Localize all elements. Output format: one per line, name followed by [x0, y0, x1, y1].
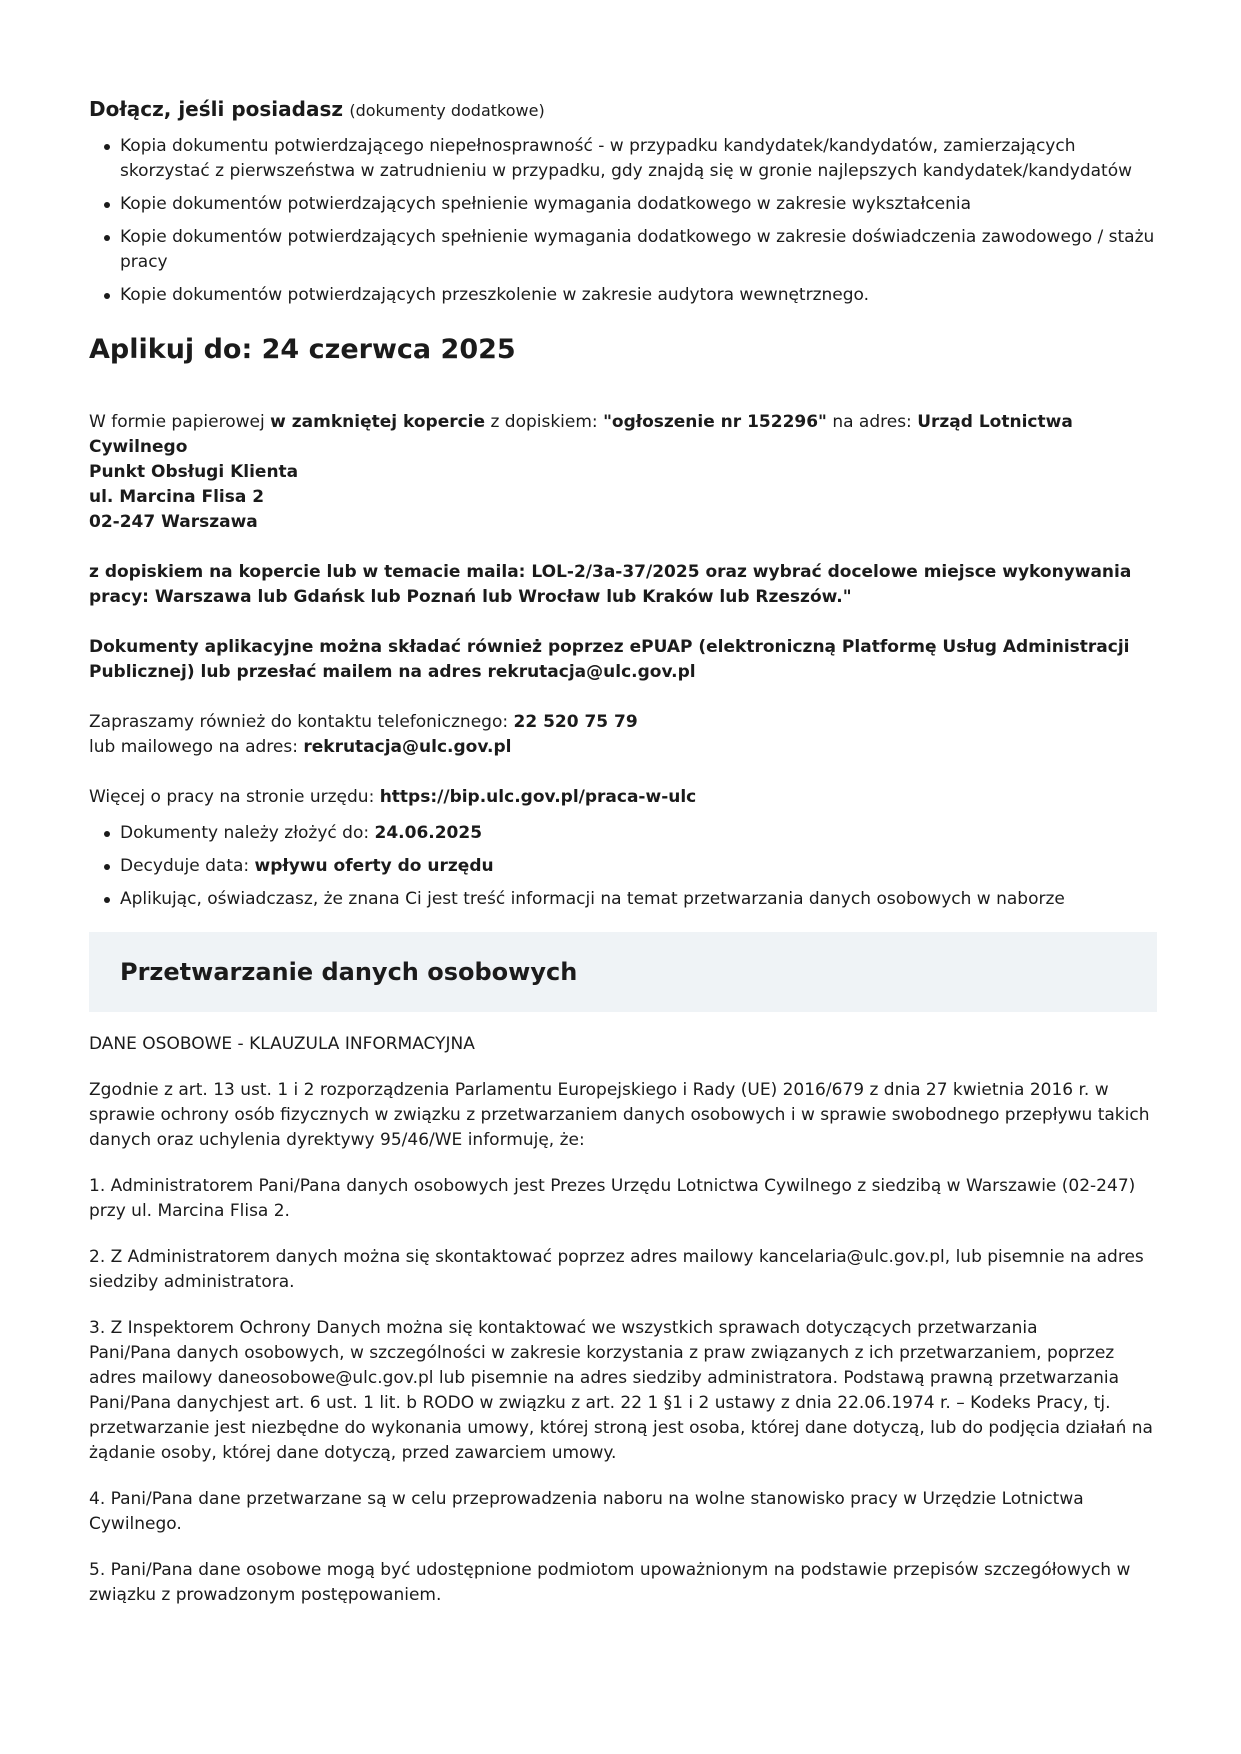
address-street: ul. Marcina Flisa 2: [89, 487, 265, 507]
gdpr-point-3-line: Pani/Pana danych osobowych, w szczególności w zakresie korzystania z praw związanych z ich przetwarzaniem, poprzez: [89, 1343, 1115, 1363]
apply-note-1: [89, 560, 1157, 610]
apply-note-2: [89, 635, 1157, 685]
gdpr-point-3-line: Pani/Pana danychjest art. 6 ust. 1 lit. b RODO w związku z art. 22 1 §1 i 2 ustawy z dnia 22.06.1974 r. – Kodeks Pracy, tj.: [89, 1393, 1111, 1413]
gdpr-point-5: 5. Pani/Pana dane osobowe mogą być udostępnione podmiotom upoważnionym na podstawie przepisów szczegółowych w związku z prowadzonym postępowaniem.: [89, 1560, 1131, 1605]
attach-heading: [89, 92, 1157, 128]
apply-line-a: W formie papierowej: [89, 412, 271, 432]
list-item: Kopie dokumentów potwierdzających spełnienie wymagania dodatkowego w zakresie wykształcenia: [89, 192, 1157, 217]
more-info-url: https://bip.ulc.gov.pl/praca-w-ulc: [379, 787, 697, 807]
contact-phone: 22 520 75 79: [513, 712, 638, 732]
deadline-date: 24.06.2025: [374, 823, 483, 843]
decides-label: Decyduje data:: [120, 856, 255, 876]
contact-email: rekrutacja@ulc.gov.pl: [303, 737, 512, 757]
contact-block: [89, 710, 1157, 760]
gdpr-point-1: 1. Administratorem Pani/Pana danych osobowych jest Prezes Urzędu Lotnictwa Cywilnego z siedzibą w Warszawie (02-247) przy ul. Marcina Flisa 2.: [89, 1176, 1136, 1221]
content: [89, 92, 1157, 1608]
apply-address-block: [89, 410, 1157, 535]
gdpr-point-2: 2. Z Administratorem danych można się skontaktować poprzez adres mailowy kancelaria@ulc.gov.pl, lub pisemnie na adres siedziby administratora.: [89, 1247, 1144, 1292]
apply-bullets: [89, 821, 1157, 912]
apply-line-e: na adres:: [826, 412, 918, 432]
gdpr-point-3-line: żądanie osoby, której dane dotyczą, przed zawarciem umowy.: [89, 1443, 617, 1463]
apply-line-b: w zamkniętej kopercie: [270, 412, 486, 432]
list-item: [89, 854, 1157, 879]
more-info: [89, 785, 1157, 810]
more-info-label: Więcej o pracy na stronie urzędu:: [89, 787, 380, 807]
address-city: 02-247 Warszawa: [89, 512, 258, 532]
gdpr-heading-box: [89, 932, 1157, 1012]
gdpr-intro: Zgodnie z art. 13 ust. 1 i 2 rozporządzenia Parlamentu Europejskiego i Rady (UE) 2016/679 z dnia 27 kwietnia 2016 r. w sprawie ochrony osób fizycznych w związku z przetwarzaniem danych osobowych i w sprawie swobodnego przepływu takich danych oraz uchylenia dyrektywy 95/46/WE informuję, że:: [89, 1080, 1150, 1150]
apply-note-2-text: Dokumenty aplikacyjne można składać również poprzez ePUAP (elektroniczną Platformę Usług Administracji Publicznej) lub przesłać mailem na adres rekrutacja@ulc.gov.pl: [89, 637, 1130, 682]
gdpr-heading: Przetwarzanie danych osobowych: [120, 958, 578, 986]
gdpr-point-3-line: 3. Z Inspektorem Ochrony Danych można się kontaktować we wszystkich sprawach dotyczących przetwarzania: [89, 1318, 1038, 1338]
address-point: Punkt Obsługi Klienta: [89, 462, 299, 482]
list-item: Kopia dokumentu potwierdzającego niepełnosprawność - w przypadku kandydatek/kandydatów, zamierzających skorzystać z pierwszeństwa w zatrudnieniu w przypadku, gdy znajdą się w gronie najlepszych kandydatek/kandydatów: [89, 134, 1140, 184]
apply-note-1-text: z dopiskiem na kopercie lub w temacie maila: LOL-2/3a-37/2025 oraz wybrać docelowe miejsce wykonywania pracy: Warszawa lub Gdańsk lub Poznań lub Wrocław lub Kraków lub Rzeszów.": [89, 562, 1132, 607]
list-item: Kopie dokumentów potwierdzających spełnienie wymagania dodatkowego w zakresie doświadczenia zawodowego / stażu pracy: [89, 225, 1157, 275]
apply-heading: Aplikuj do: 24 czerwca 2025: [89, 334, 516, 365]
attach-title: Dołącz, jeśli posiadasz: [89, 97, 343, 121]
deadline-label: Dokumenty należy złożyć do:: [120, 823, 375, 843]
gdpr-point-3-line: adres mailowy daneosobowe@ulc.gov.pl lub pisemnie na adres siedziby administratora. Podstawą prawną przetwarzania: [89, 1368, 1120, 1388]
list-item: Kopie dokumentów potwierdzających przeszkolenie w zakresie audytora wewnętrznego.: [89, 283, 1157, 308]
list-item: [89, 821, 1157, 846]
address-office: Urząd Lotnictwa Cywilnego: [89, 412, 1073, 457]
apply-line-c: z dopiskiem:: [485, 412, 604, 432]
decides-value: wpływu oferty do urzędu: [254, 856, 494, 876]
attach-list: [89, 134, 1157, 308]
contact-phone-label: Zapraszamy również do kontaktu telefonicznego:: [89, 712, 514, 732]
apply-line-d: "ogłoszenie nr 152296": [603, 412, 827, 432]
attach-subtitle: (dokumenty dodatkowe): [349, 101, 545, 120]
contact-email-label: lub mailowego na adres:: [89, 737, 304, 757]
gdpr-point-4: 4. Pani/Pana dane przetwarzane są w celu przeprowadzenia naboru na wolne stanowisko pracy w Urzędzie Lotnictwa Cywilnego.: [89, 1489, 1084, 1534]
list-item: Aplikując, oświadczasz, że znana Ci jest treść informacji na temat przetwarzania danych osobowych w naborze: [89, 887, 1157, 912]
gdpr-title: DANE OSOBOWE - KLAUZULA INFORMACYJNA: [89, 1034, 475, 1054]
gdpr-point-3: [89, 1316, 1157, 1466]
gdpr-point-3-line: przetwarzanie jest niezbędne do wykonania umowy, której stroną jest osoba, której dane dotyczą, lub do podjęcia działań na: [89, 1418, 1153, 1438]
